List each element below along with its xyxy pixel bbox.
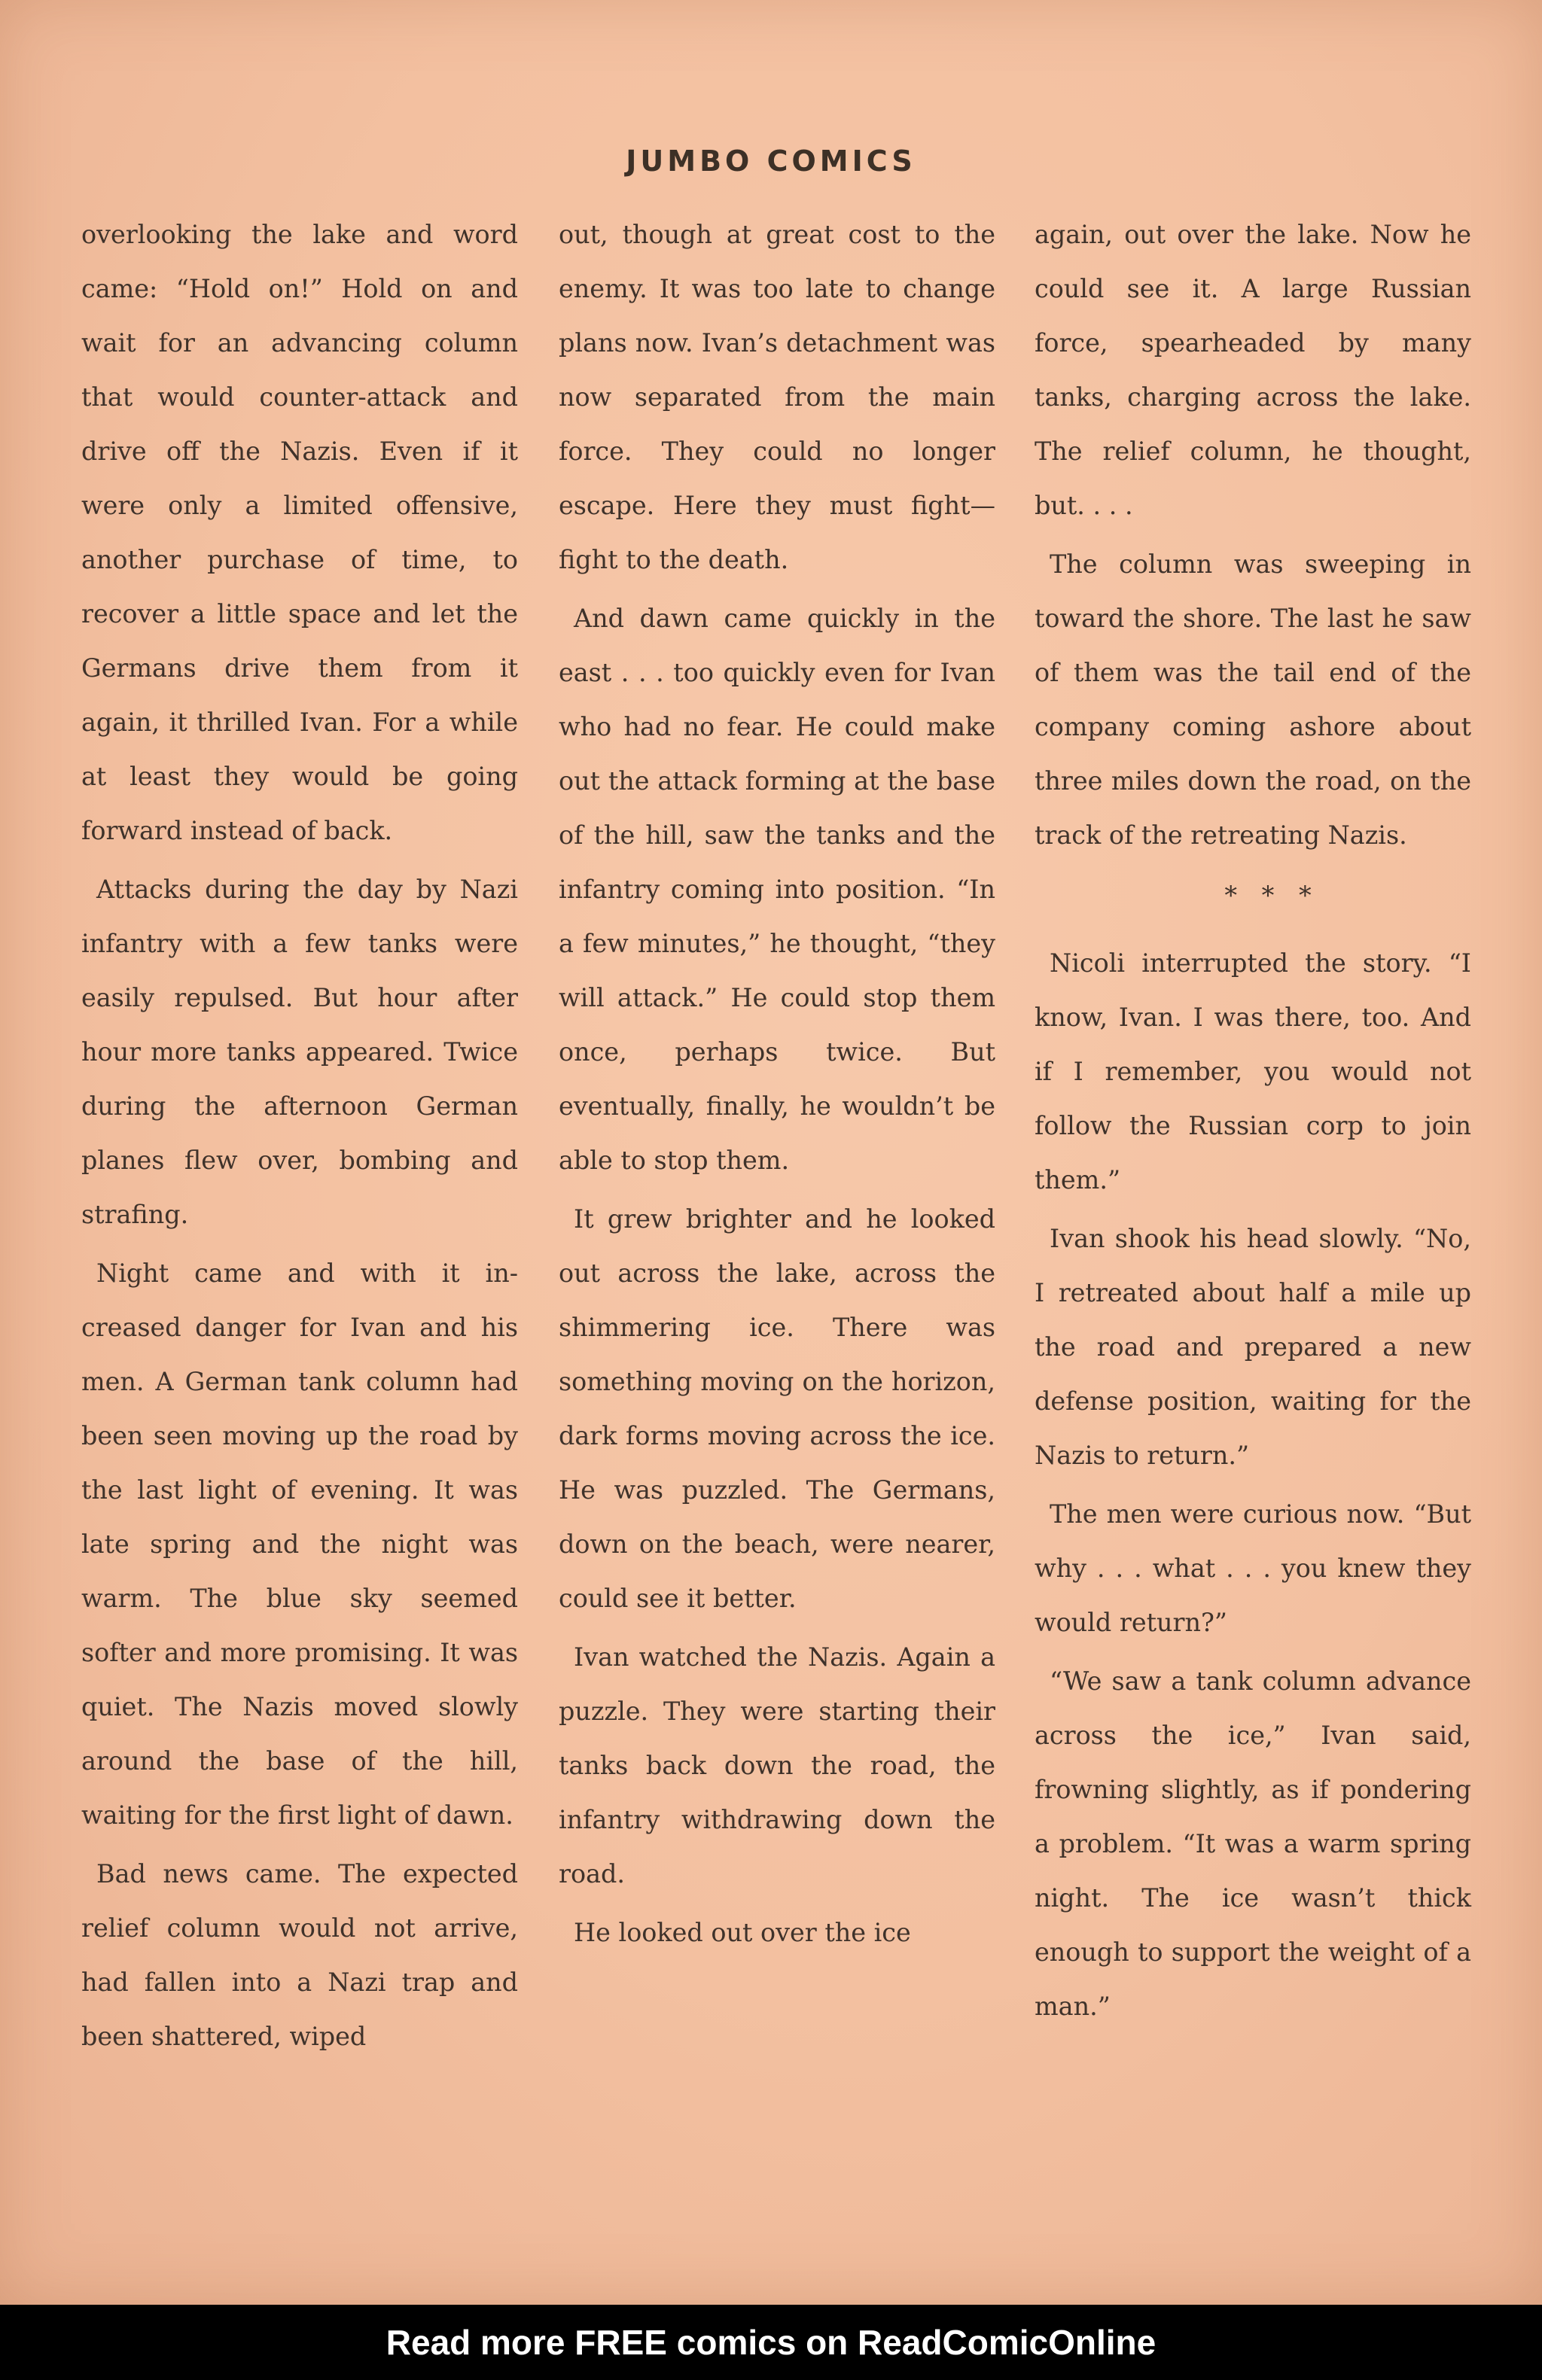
paragraph: out, though at great cost to the enemy. It was too late to change plans now. Ivan’s detachment was now separated from the main force. They could no longer escape. Here they must fight—fight to the death. bbox=[559, 220, 995, 574]
promo-banner[interactable]: Read more FREE comics on ReadComicOnline bbox=[0, 2305, 1542, 2380]
paragraph: The men were curious now. “But why . . . what . . . you knew they would return?” bbox=[1035, 1499, 1471, 1637]
paragraph: Night came and with it increased danger for Ivan and his men. A German tank column had been seen moving up the road by the last light of evening. It was late spring and the night was warm. The blue sky seemed softer and more promising. It was quiet. The Nazis moved slowly around the base of the hill, waiting for the first light of dawn. bbox=[81, 1258, 518, 1830]
paragraph: Nicoli interrupted the story. “I know, Ivan. I was there, too. And if I remember, you would not follow the Russian corp to join them.” bbox=[1035, 948, 1471, 1195]
paragraph: And dawn came quickly in the east . . . too quickly even for Ivan who had no fear. He could make out the attack forming at the base of the hill, saw the tanks and the infantry coming into position. “In a few minutes,” he thought, “they will attack.” He could stop them once, perhaps twice. But eventually, finally, he wouldn’t be able to stop them. bbox=[559, 604, 995, 1175]
paragraph: “We saw a tank column advance across the ice,” Ivan said, frowning slightly, as if pondering a problem. “It was a warm spring night. The ice wasn’t thick enough to support the weight of a man.” bbox=[1035, 1666, 1471, 2021]
paragraph: Bad news came. The expected relief column would not arrive, had fallen into a Nazi trap and been shattered, wiped bbox=[81, 1859, 518, 2051]
text-column-1 bbox=[81, 208, 518, 2064]
paragraph: The column was sweeping in toward the shore. The last he saw of them was the tail end of the company coming ashore about three miles down the road, on the track of the retreating Nazis. bbox=[1035, 549, 1471, 850]
paragraph: Ivan watched the Nazis. Again a puzzle. They were starting their tanks back down the road, the infantry withdrawing down the road. bbox=[559, 1642, 995, 1888]
paragraph: It grew brighter and he looked out across the lake, across the shimmering ice. There was something moving on the horizon, dark forms moving across the ice. He was puzzled. The Germans, down on the beach, were nearer, could see it better. bbox=[559, 1204, 995, 1613]
paragraph: overlooking the lake and word came: “Hold on!” Hold on and wait for an advancing column that would counter-attack and drive off the Nazis. Even if it were only a limited offensive, another purchase of time, to recover a little space and let the Germans drive them from it again, it thrilled Ivan. For a while at least they would be going forward instead of back. bbox=[81, 220, 518, 845]
text-column-2 bbox=[559, 208, 995, 1960]
paragraph: He looked out over the ice bbox=[574, 1918, 911, 1947]
text-column-3 bbox=[1035, 208, 1471, 2034]
paragraph: again, out over the lake. Now he could see it. A large Russian force, spearheaded by many tanks, charging across the lake. The relief column, he thought, but. . . . bbox=[1035, 220, 1471, 520]
page-header: JUMBO COMICS bbox=[626, 145, 916, 178]
section-separator: * * * bbox=[1224, 881, 1312, 910]
paragraph: Attacks during the day by Nazi infantry with a few tanks were easily repulsed. But hour after hour more tanks appeared. Twice during the afternoon German planes flew over, bombing and strafing. bbox=[81, 875, 518, 1229]
paragraph: Ivan shook his head slowly. “No, I retreated about half a mile up the road and prepared a new defense position, waiting for the Nazis to return.” bbox=[1035, 1224, 1471, 1470]
